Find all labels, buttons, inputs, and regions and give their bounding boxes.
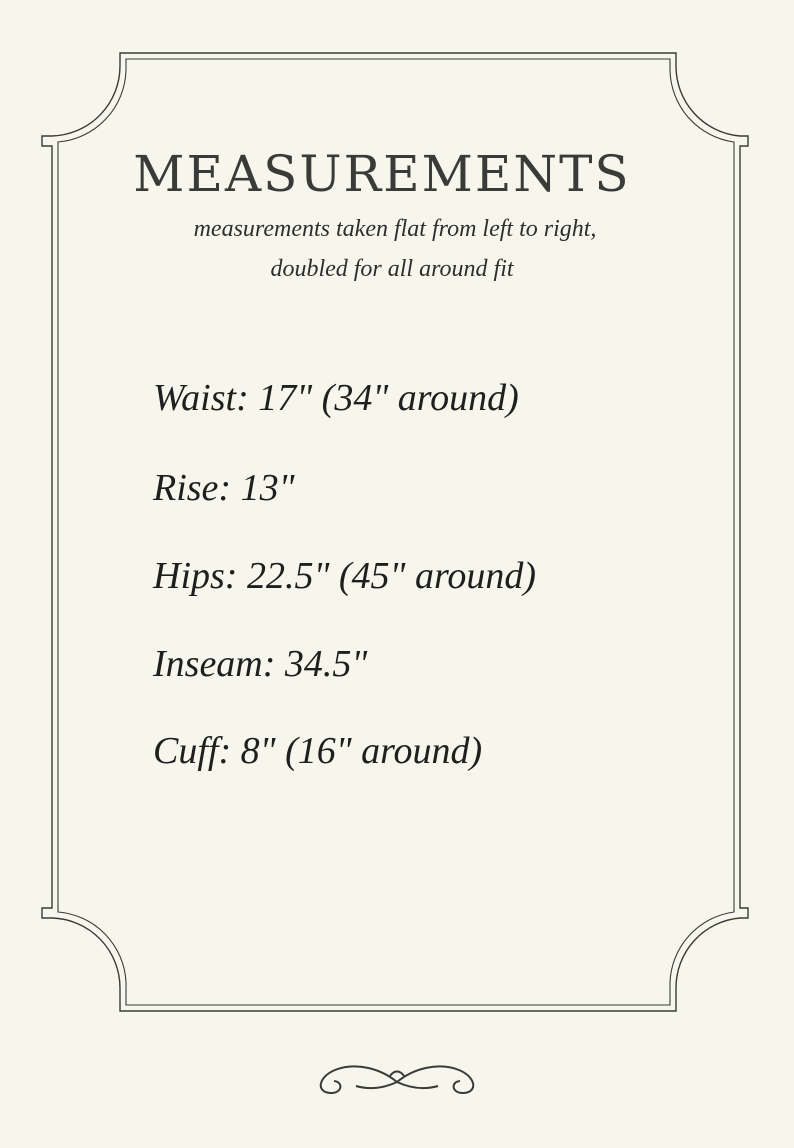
page-title: MEASUREMENTS — [133, 145, 631, 203]
subtitle-line-2: doubled for all around fit — [270, 256, 514, 282]
flourish-ornament — [321, 1066, 474, 1093]
measurement-rise: Rise: 13" — [153, 467, 295, 509]
measurement-cuff: Cuff: 8" (16" around) — [153, 730, 483, 772]
measurement-hips: Hips: 22.5" (45" around) — [153, 555, 537, 597]
subtitle-line-1: measurements taken flat from left to right, — [193, 216, 597, 242]
measurement-inseam: Inseam: 34.5" — [153, 643, 368, 685]
measurement-waist: Waist: 17" (34" around) — [153, 377, 519, 419]
